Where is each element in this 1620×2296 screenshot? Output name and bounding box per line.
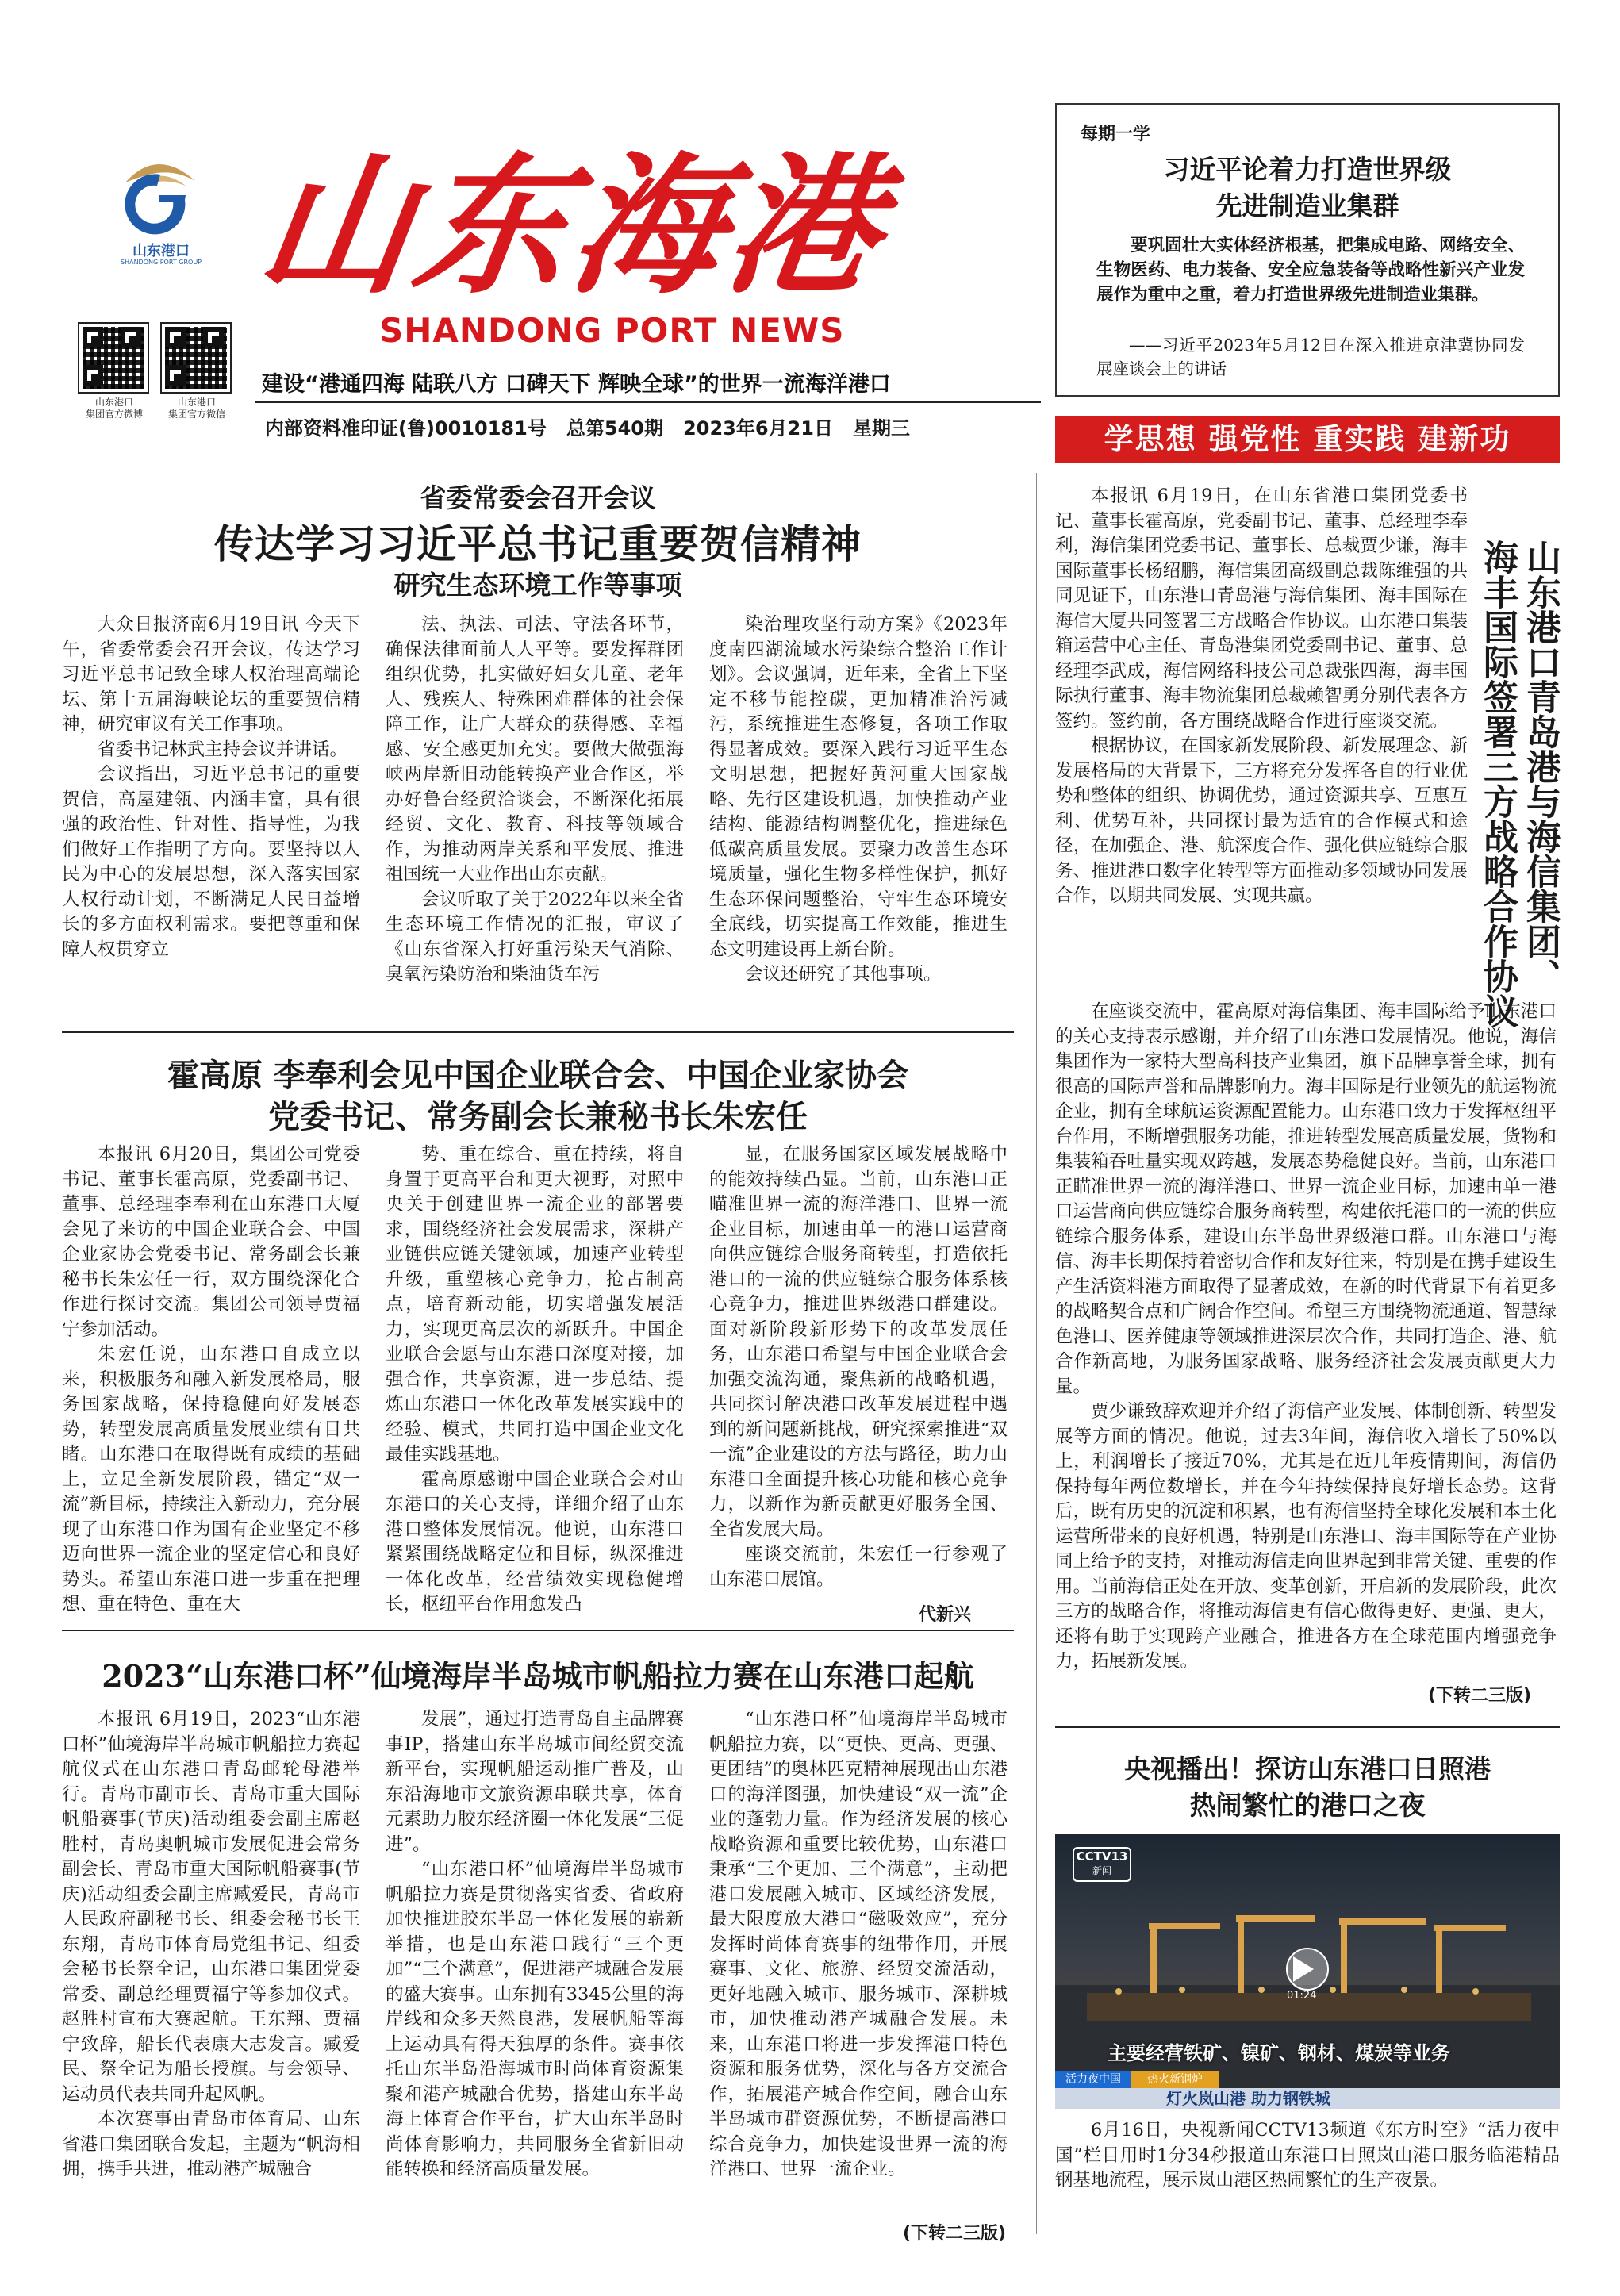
article1-para: 大众日报济南6月19日讯 今天下午，省委常委会召开会议，传达学习习近平总书记致全球人权治理高端论坛、第十五届海峡论坛的重要贺信精神，研究审议有关工作事项。 — [62, 614, 360, 735]
article1-para: 会议还研究了其他事项。 — [745, 964, 942, 985]
logo-text: 山东港口 — [132, 243, 190, 259]
article1-kicker: 省委常委会召开会议 — [420, 482, 656, 513]
article3-para: “山东港口杯”仙境海岸半岛城市帆船拉力赛，以“更快、更高、更强、更团结”的奥林匹克精神展现出山东港口的海洋图强，加快建设“双一流”企业的蓬勃力量。作为经济发展的核心战略资源和重要比较优势，山东港口秉承“三个更加、三个满意”，主动把港口发展融入城市、区域经济发展，最大限度放大港口“磁吸效应”，充分发挥时尚体育赛事的纽带作用，开展赛事、文化、旅游、经贸交流活动，更好地融入城市、服务城市、深耕城市，加快推动港产城融合发展。未来，山东港口将进一步发挥港口特色资源和服务优势，深化与各方交流合作，拓展港产城合作空间，融合山东半岛城市群资源优势，不断提高港口综合竞争力，加快建设世界一流的海洋港口、世界一流企业。 — [709, 1709, 1008, 2179]
article1-para: 会议指出，习近平总书记的重要贺信，高屋建瓴、内涵丰富，具有很强的政治性、针对性、指导性，为我们做好工作指明了方向。要坚持以人民为中心的发展思想，深入落实国家人权行动计划，不断满足人民日益增长的多方面权利需求。要把尊重和保障人权贯穿立 — [62, 764, 360, 960]
article1-para: 染治理攻坚行动方案》《2023年度南四湖流域水污染综合整治工作计划》。会议强调，近年来，全省上下坚定不移节能控碳，更加精准治污减污，系统推进生态修复，各项工作取得显著成效。要深入践行习近平生态文明思想，把握好黄河重大国家战略、先行区建设机遇，加快推动产业结构、能源结构调整优化，推进绿色低碳高质量发展。要聚力改善生态环境质量，强化生物多样性保护，抓好生态环保问题整治，守牢生态环境安全底线，切实提高工作效能，推进生态文明建设再上新台阶。 — [709, 614, 1008, 960]
article5-headline-1: 央视播出！探访山东港口日照港 — [1124, 1753, 1491, 1784]
article2-para: 显，在服务国家区域发展战略中的能效持续凸显。当前，山东港口正瞄准世界一流的海洋港口、世界一流企业目标，加速由单一的港口运营商向供应链综合服务商转型，打造依托港口的一流的供应链综合服务体系核心竞争力，推进世界级港口群建设。面对新阶段新形势下的改革发展任务，山东港口希望与中国企业联合会加强交流沟通，聚焦新的战略机遇，共同探讨解决港口改革发展进程中遇到的新问题新挑战，研究探索推进“双一流”企业建设的方法与路径，助力山东港口全面提升核心功能和核心竞争力，以新作为新贡献更好服务全国、全省发展大局。 — [709, 1144, 1008, 1540]
article3-para: “山东港口杯”仙境海岸半岛城市帆船拉力赛是贯彻落实省委、省政府加快推进胶东半岛一体化发展的崭新举措，也是山东港口践行“三个更加”“三个满意”，促进港产城融合发展的盛大赛事。山东拥有3345公里的海岸线和众多天然良港，发展帆船等海上运动具有得天独厚的条件。赛事依托山东半岛沿海城市时尚体育资源集聚和港产城融合优势，搭建山东半岛海上体育合作平台，扩大山东半岛时尚体育影响力，共同服务全省新旧动能转换和经济高质量发展。 — [386, 1859, 684, 2179]
newspaper-title-en: SHANDONG PORT NEWS — [379, 311, 845, 350]
article4-para: 根据协议，在国家新发展阶段、新发展理念、新发展格局的大背景下，三方将充分发挥各自的行业优势和整体的组织、协调优势，通过资源共享、互惠互利、优势互补，共同探讨最为适宜的合作模式和途径，在加强企、港、航深度合作、强化供应链综合服务、推进港口数字化转型等方面推动多领域协同发展合作，以期共同发展、实现共赢。 — [1055, 735, 1468, 906]
logo-mark-icon — [109, 151, 205, 246]
article2-byline: 代新兴 — [919, 1605, 972, 1625]
article4-headline-2: 海丰国际签署三方战略合作协议 — [1477, 539, 1518, 1028]
article1-para: 省委书记林武主持会议并讲话。 — [98, 739, 348, 760]
article5-caption-text: 6月16日，央视新闻CCTV13频道《东方时空》“活力夜中国”栏目用时1分34秒报道山东港口日照岚山港口服务临港精品钢基地流程，展示岚山港区热闹繁忙的生产夜景。 — [1055, 2120, 1560, 2190]
article3-col1 — [62, 1707, 360, 2183]
article5-caption — [1055, 2118, 1560, 2194]
article2-headline-1: 霍高原 李奉利会见中国企业联合会、中国企业家协会 — [167, 1057, 908, 1094]
video-time: 01:24 — [1287, 1990, 1317, 2002]
article2-headline-2: 党委书记、常务副会长兼秘书长朱宏任 — [268, 1098, 808, 1135]
study-quote: 要巩固壮大实体经济根基，把集成电路、网络安全、生物医药、电力装备、安全应急装备等战略性新兴产业发展作为重中之重，着力打造世界级先进制造业集群。 — [1096, 236, 1525, 305]
article3-headline: 2023“山东港口杯”仙境海岸半岛城市帆船拉力赛在山东港口起航 — [102, 1658, 974, 1694]
column-rule — [1036, 473, 1037, 2234]
article-meeting-cec — [62, 1039, 1014, 1626]
channel-sub: 新闻 — [1092, 1865, 1111, 1876]
masthead-rule — [255, 401, 1041, 403]
article3-para: 发展”，通过打造青岛自主品牌赛事IP，搭建山东半岛城市间经贸交流新平台，实现帆船运动推广普及，山东沿海地市文旅资源串联共享，体育元素助力胶东经济圈一体化发展“三促进”。 — [386, 1709, 684, 1855]
video-subtitle: 灯火岚山港 助力钢铁城 — [1166, 2089, 1330, 2108]
article5-headline-2: 热闹繁忙的港口之夜 — [1189, 1790, 1426, 1821]
article2-col3 — [709, 1142, 1008, 1592]
video-caption-main: 主要经营铁矿、镍矿、钢材、煤炭等业务 — [1108, 2042, 1450, 2064]
article3-col2 — [386, 1707, 684, 2183]
article-strategic-agreement — [1055, 476, 1560, 1714]
video-tag-2: 热火新钢炉 — [1131, 2071, 1219, 2088]
article2-col1 — [62, 1142, 360, 1618]
article2-para: 势、重在综合、重在持续，将自身置于更高平台和更大视野，对照中央关于创建世界一流企业的部署要求，围绕经济社会发展需求，深耕产业链供应链关键领域，加速产业转型升级，重塑核心竞争力，抢占制高点，培育新动能，切实增强发展活力，实现更高层次的新跃升。中国企业联合会愿与山东港口深度对接，加强合作，共享资源，进一步总结、提炼山东港口一体化改革发展实践中的经验、模式，共同打造中国企业文化最佳实践基地。 — [386, 1144, 684, 1465]
masthead — [0, 0, 1047, 468]
qr-weibo-label: 山东港口 集团官方微博 — [85, 397, 143, 420]
article1-para: 会议听取了关于2022年以来全省生态环境工作情况的汇报，审议了《山东省深入打好重污染天气消除、臭氧污染防治和柴油货车污 — [386, 889, 684, 985]
study-title-2: 先进制造业集群 — [1215, 190, 1399, 221]
article4-continued: (下转二三版) — [1428, 1686, 1532, 1706]
logo-subtext: SHANDONG PORT GROUP — [121, 259, 202, 266]
video-tag-1: 活力夜中国 — [1055, 2071, 1131, 2088]
article1-col3 — [709, 612, 1008, 988]
brand-logo — [109, 151, 205, 270]
divider-right — [1055, 1726, 1560, 1728]
divider-2 — [62, 1630, 1014, 1631]
article4-text-bottom — [1055, 1000, 1557, 1675]
divider-1 — [62, 1031, 1014, 1033]
article3-col3 — [709, 1707, 1008, 2183]
channel-logo — [1073, 1847, 1131, 1882]
news-video[interactable] — [1055, 1834, 1560, 2109]
article4-text-top — [1055, 484, 1468, 909]
article2-para: 座谈交流前，朱宏任一行参观了山东港口展馆。 — [709, 1544, 1008, 1590]
play-icon[interactable] — [1293, 1956, 1314, 1982]
article4-para: 本报讯 6月19日，在山东省港口集团党委书记、董事长霍高原，党委副书记、董事、总经理李奉利，海信集团党委书记、董事长、总裁贾少谦，海丰国际董事长杨绍鹏，海信集团高级副总裁陈维强的共同见证下，山东港口青岛港与海信集团、海丰国际在海信大厦共同签署三方战略合作协议。山东港口集装箱运营中心主任、青岛港集团党委副书记、董事、总经理李武成，海信网络科技公司总裁张四海，海丰国际执行董事、海丰物流集团总裁赖智勇分别代表各方签约。签约前，各方围绕战略合作进行座谈交流。 — [1055, 486, 1468, 731]
banner — [1055, 416, 1560, 463]
article-sailing-race — [62, 1636, 1014, 2244]
article1-para: 法、执法、司法、守法各环节，确保法律面前人人平等。要发挥群团组织优势，扎实做好妇女儿童、老年人、残疾人、特殊困难群体的社会保障工作，让广大群众的获得感、幸福感、安全感更加充实。要做大做强海峡两岸新旧动能转换产业合作区，举办好鲁台经贸洽谈会，不断深化拓展经贸、文化、教育、科技等领域合作，为推动两岸关系和平发展、推进祖国统一大业作出山东贡献。 — [386, 614, 684, 885]
study-box — [1055, 103, 1560, 397]
study-source: ——习近平2023年5月12日在深入推进京津冀协同发展座谈会上的讲话 — [1096, 336, 1525, 378]
slogan: 建设“港通四海 陆联八方 口碑天下 辉映全球”的世界一流海洋港口 — [262, 372, 891, 397]
qr-weibo[interactable] — [79, 324, 148, 392]
article3-para: 本次赛事由青岛市体育局、山东省港口集团联合发起，主题为“帆海相拥，携手共进，推动港产城融合 — [62, 2109, 360, 2179]
video-subtitle-bar — [1055, 2088, 1560, 2109]
channel-name: CCTV13 — [1076, 1849, 1128, 1864]
study-tag: 每期一学 — [1081, 125, 1151, 144]
qr-wechat-label: 山东港口 集团官方微信 — [167, 397, 225, 420]
article1-col1 — [62, 612, 360, 962]
article1-col2 — [386, 612, 684, 988]
article1-subhead: 研究生态环境工作等事项 — [393, 570, 682, 601]
article2-para: 霍高原感谢中国企业联合会对山东港口的关心支持，详细介绍了山东港口整体发展情况。他说，山东港口紧紧围绕战略定位和目标，纵深推进一体化改革，经营绩效实现稳健增长，枢纽平台作用愈发凸 — [386, 1469, 684, 1614]
study-title-1: 习近平论着力打造世界级 — [1163, 154, 1452, 185]
article-cctv — [1055, 1734, 1560, 2242]
newspaper-title: 山东海港 — [249, 137, 896, 314]
article4-para: 在座谈交流中，霍高原对海信集团、海丰国际给予山东港口的关心支持表示感谢，并介绍了山东港口发展情况。他说，海信集团作为一家特大型高科技产业集团，旗下品牌享誉全球，拥有很高的国际声誉和品牌影响力。海丰国际是行业领先的航运物流企业，拥有全球航运资源配置能力。山东港口致力于发挥枢纽平台作用，不断增强服务功能，推进转型发展高质量发展，货物和集装箱吞吐量实现双跨越，发展态势稳健良好。当前，山东港口正瞄准世界一流的海洋港口、世界一流企业目标，加速由单一港口运营商向供应链综合服务商转型，构建依托港口的一流的供应链综合服务体系，建设山东半岛世界级港口群。山东港口与海信、海丰长期保持着密切合作和友好往来，特别是在携手建设生产生活资料港方面取得了显著成效，在新的时代背景下有着更多的战略契合点和广阔合作空间。希望三方围绕物流通道、智慧绿色港口、医养健康等领域推进深层次合作，共同打造企、港、航合作新高地，为服务国家战略、服务经济社会发展贡献更大力量。 — [1055, 1001, 1557, 1397]
article3-continued: (下转二三版) — [903, 2224, 1007, 2244]
article2-para: 朱宏任说，山东港口自成立以来，积极服务和融入新发展格局，服务国家战略，保持稳健向好发展态势，转型发展高质量发展业绩有目共睹。山东港口在取得既有成绩的基础上，立足全新发展阶段，锚定“双一流”新目标，持续注入新动力，充分展现了山东港口作为国有企业坚定不移迈向世界一流企业的坚定信心和良好势头。希望山东港口进一步重在把理想、重在特色、重在大 — [62, 1344, 360, 1614]
article2-para: 本报讯 6月20日，集团公司党委书记、董事长霍高原，党委副书记、董事、总经理李奉利在山东港口大厦会见了来访的中国企业联合会、中国企业家协会党委书记、常务副会长兼秘书长朱宏任一行，双方围绕深化合作进行探讨交流。集团公司领导贾福宁参加活动。 — [62, 1144, 360, 1340]
qr-wechat[interactable] — [162, 324, 230, 392]
article-provincial-meeting — [62, 473, 1014, 1020]
banner-text: 学思想 强党性 重实践 建新功 — [1104, 422, 1511, 456]
article4-headline-1: 山东港口青岛港与海信集团、 — [1520, 539, 1560, 993]
article4-para: 贾少谦致辞欢迎并介绍了海信产业发展、体制创新、转型发展等方面的情况。他说，过去3年间，海信收入增长了50%以上，利润增长了接近70%，尤其是在近几年疫情期间，海信仍保持每年两位数增长，并在今年持续保持良好增长态势。这背后，既有历史的沉淀和积累，也有海信坚持全球化发展和本土化运营所带来的良好机遇，特别是山东港口、海丰国际等在产业协同上给予的支持，对推动海信走向世界起到非常关键、重要的作用。当前海信正处在开放、变革创新，开启新的发展阶段，此次三方的战略合作，将推动海信更有信心做得更好、更强、更大，还将有助于实现跨产业融合，推进各方在全球范围内增强竞争力，拓展新发展。 — [1055, 1401, 1557, 1672]
issue-info: 内部资料准印证(鲁)0010181号 总第540期 2023年6月21日 星期三 — [265, 417, 911, 440]
article3-para: 本报讯 6月19日，2023“山东港口杯”仙境海岸半岛城市帆船拉力赛起航仪式在山东港口青岛邮轮母港举行。青岛市副市长、青岛市重大国际帆船赛事(节庆)活动组委会副主席赵胜村，青岛奥帆城市发展促进会常务副会长、青岛市重大国际帆船赛事(节庆)活动组委会副主席臧爱民，青岛市人民政府副秘书长、组委会秘书长王东翔，青岛市体育局党组书记、组委会秘书长祭全记，山东港口集团党委常委、副总经理贾福宁等参加仪式。赵胜村宣布大赛起航。王东翔、贾福宁致辞，船长代表康大志发言。臧爱民、祭全记为船长授旗。与会领导、运动员代表共同升起风帆。 — [62, 1709, 360, 2105]
article2-col2 — [386, 1142, 684, 1618]
article1-headline: 传达学习习近平总书记重要贺信精神 — [214, 521, 862, 567]
